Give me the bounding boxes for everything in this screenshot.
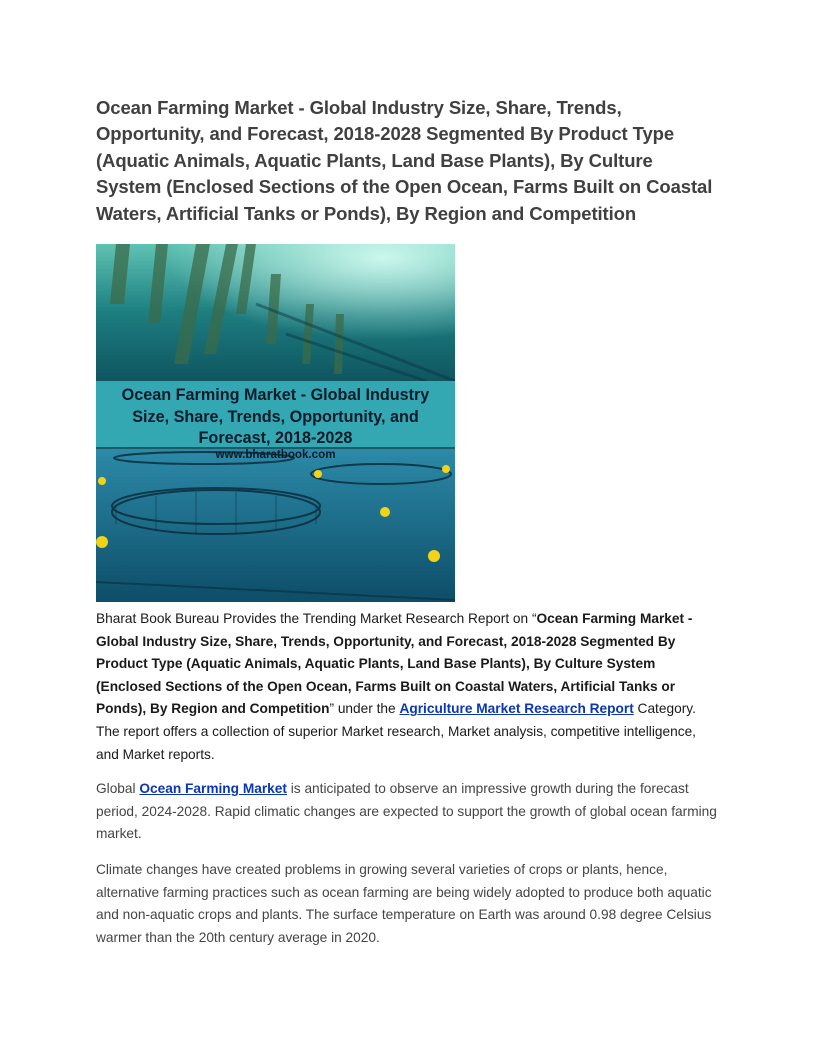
cover-caption-line: Forecast, 2018-2028 [198,429,353,448]
document-page [96,95,720,949]
intro-tail: Category. The report offers a collection of superior Market research, Market analysis, competitive intelligence, and Market reports. [96,701,696,762]
intro-paragraph [96,608,720,766]
growth-tail: is anticipated to observe an impressive growth during the forecast period, 2024-2028. Rapid climatic changes are expected to support the growth of global ocean farming market. [96,781,717,842]
report-name-bold: Ocean Farming Market - Global Industry Size, Share, Trends, Opportunity, and Forecast, 2018-2028 Segmented By Product Type (Aquatic Animals, Aquatic Plants, Land Base Plants), By Culture System (Enclosed Sections of the Open Ocean, Farms Built on Coastal Waters, Artificial Tanks or Ponds), By Region and Competition [96,611,693,717]
cover-caption-line: Size, Share, Trends, Opportunity, and [132,407,419,426]
ocean-farming-market-link[interactable]: Ocean Farming Market [139,781,287,797]
climate-paragraph: Climate changes have created problems in growing several varieties of crops or plants, hence, alternative farming practices such as ocean farming are being widely adopted to produce both aquatic and non-aquatic crops and plants. The surface temperature on Earth was around 0.98 degree Celsius warmer than the 20th century average in 2020. [96,861,712,945]
cover-website: www.bharatbook.com [215,448,336,462]
document-title: Ocean Farming Market - Global Industry Size, Share, Trends, Opportunity, and Forecast, 2018-2028 Segmented By Product Type (Aquatic Animals, Aquatic Plants, Land Base Plants), By Culture System (Enclosed Sections of the Open Ocean, Farms Built on Coastal Waters, Artificial Tanks or Ponds), By Region and Competition [96,97,713,224]
growth-paragraph [96,778,720,846]
growth-lead: Global [96,781,140,797]
agriculture-category-link[interactable]: Agriculture Market Research Report [399,701,634,717]
intro-after-bold: ” under the [329,701,400,717]
cover-caption [96,381,455,447]
cover-caption-line: Ocean Farming Market - Global Industry [121,386,430,405]
report-cover-image [96,244,455,602]
intro-lead: Bharat Book Bureau Provides the Trending Market Research Report on “ [96,611,537,627]
